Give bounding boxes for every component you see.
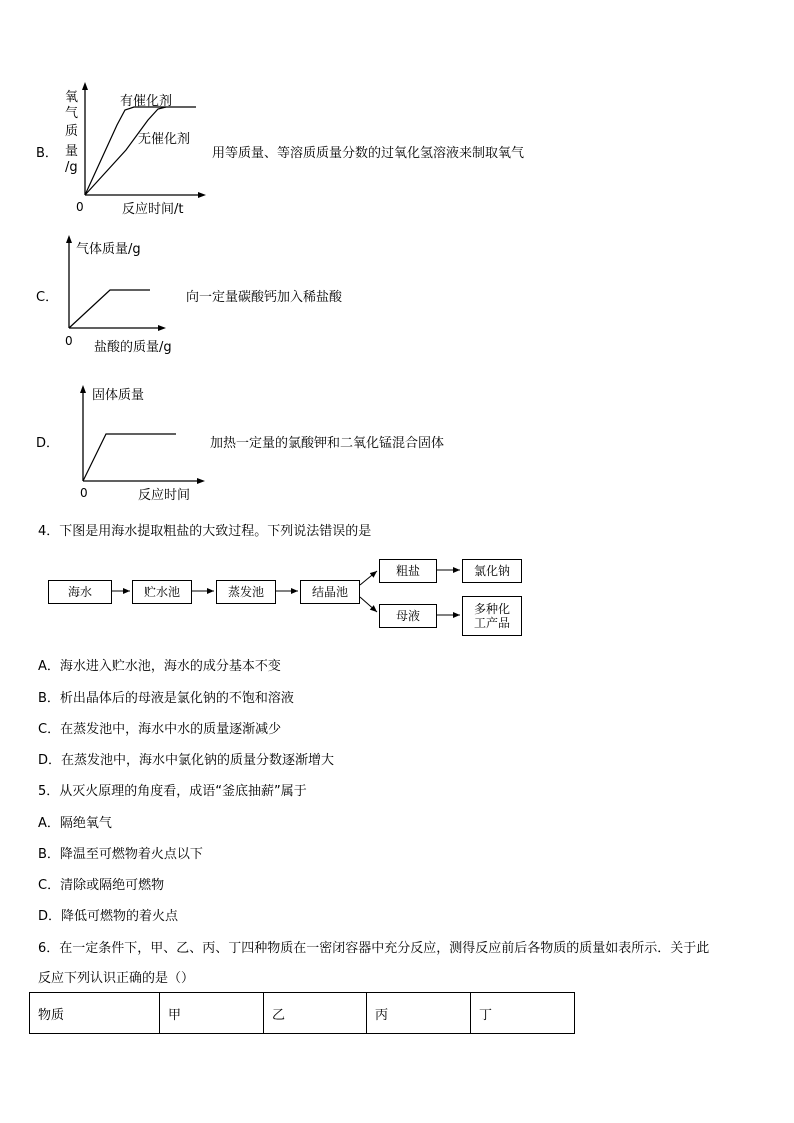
q4-option-a: A．海水进入贮水池，海水的成分基本不变 (38, 659, 281, 674)
solid-mass-line (83, 434, 176, 481)
q5-option-a: A．隔绝氧气 (38, 816, 112, 831)
option-d-text: 加热一定量的氯酸钾和二氧化锰混合固体 (210, 436, 445, 451)
y-axis-arrow (82, 82, 88, 90)
curve-without-catalyst-label: 无催化剂 (138, 132, 191, 147)
q5-option-b: B．降温至可燃物着火点以下 (38, 847, 203, 862)
y-axis-label-3: 质 (65, 124, 79, 139)
table-header-cell: 丙 (367, 993, 471, 1034)
q4-option-d: D．在蒸发池中，海水中氯化钠的质量分数逐渐增大 (38, 753, 335, 768)
option-d-letter: D． (36, 436, 60, 451)
gas-mass-line (69, 290, 150, 328)
x-axis-label: 反应时间 (138, 488, 191, 503)
q5-option-d: D．降低可燃物的着火点 (38, 909, 179, 924)
option-d-graph (60, 378, 210, 503)
table-header-cell: 物质 (30, 993, 160, 1034)
option-c-text: 向一定量碳酸钙加入稀盐酸 (186, 290, 343, 305)
y-axis-arrow (80, 385, 86, 393)
table-header-cell: 甲 (160, 993, 264, 1034)
x-axis-arrow (197, 478, 205, 484)
box-sodium-chloride: 氯化钠 (462, 559, 522, 583)
y-axis-arrow (66, 235, 72, 243)
products-line-2: 工产品 (473, 616, 510, 630)
y-axis-label-1: 氧 (65, 90, 79, 105)
question-5-stem: 5．从灭火原理的角度看，成语“釜底抽薪”属于 (38, 784, 307, 799)
option-b-text: 用等质量、等溶质质量分数的过氧化氢溶液来制取氧气 (212, 146, 525, 161)
origin-label: 0 (80, 486, 88, 500)
mass-table (29, 992, 575, 1034)
box-chemical-products (462, 596, 522, 636)
option-c-letter: C． (36, 290, 59, 305)
x-axis-label: 反应时间/t (122, 202, 184, 217)
option-b-letter: B． (36, 146, 58, 161)
y-axis-label: 气体质量/g (76, 242, 141, 257)
products-line-1: 多种化 (473, 602, 510, 616)
arrow-crystal-crude-salt (360, 571, 377, 585)
box-crystallization-pond: 结晶池 (300, 580, 360, 604)
box-seawater: 海水 (48, 580, 112, 604)
question-4-stem: 4．下图是用海水提取粗盐的大致过程。下列说法错误的是 (38, 524, 372, 539)
table-header-row (30, 993, 575, 1034)
box-storage-pond: 贮水池 (132, 580, 192, 604)
x-axis-arrow (198, 192, 206, 198)
q4-option-c: C．在蒸发池中，海水中水的质量逐渐减少 (38, 722, 282, 737)
option-c-graph (60, 232, 190, 357)
origin-label: 0 (65, 334, 73, 348)
q5-option-c: C．清除或隔绝可燃物 (38, 878, 165, 893)
y-axis-label-5: /g (65, 160, 78, 175)
curve-with-catalyst (85, 107, 196, 195)
curve-with-catalyst-label: 有催化剂 (120, 94, 173, 109)
x-axis-label: 盐酸的质量/g (94, 340, 172, 355)
box-evaporation-pond: 蒸发池 (216, 580, 276, 604)
question-6-stem-line-2: 反应下列认识正确的是（） (38, 971, 195, 986)
table-header-cell: 乙 (264, 993, 367, 1034)
x-axis-arrow (158, 325, 166, 331)
arrow-crystal-mother-liquor (360, 597, 377, 612)
origin-label: 0 (76, 200, 84, 214)
q4-option-b: B．析出晶体后的母液是氯化钠的不饱和溶液 (38, 691, 294, 706)
table-header-cell: 丁 (471, 993, 575, 1034)
box-crude-salt: 粗盐 (379, 559, 437, 583)
option-b-graph (60, 80, 220, 220)
y-axis-label: 固体质量 (92, 388, 145, 403)
curve-without-catalyst (85, 107, 166, 195)
question-6-stem-line-1: 6．在一定条件下，甲、乙、丙、丁四种物质在一密闭容器中充分反应，测得反应前后各物质的质量如表所示．关于此 (38, 941, 710, 956)
y-axis-label-4: 量 (65, 144, 79, 159)
box-mother-liquor: 母液 (379, 604, 437, 628)
y-axis-label-2: 气 (65, 106, 79, 121)
